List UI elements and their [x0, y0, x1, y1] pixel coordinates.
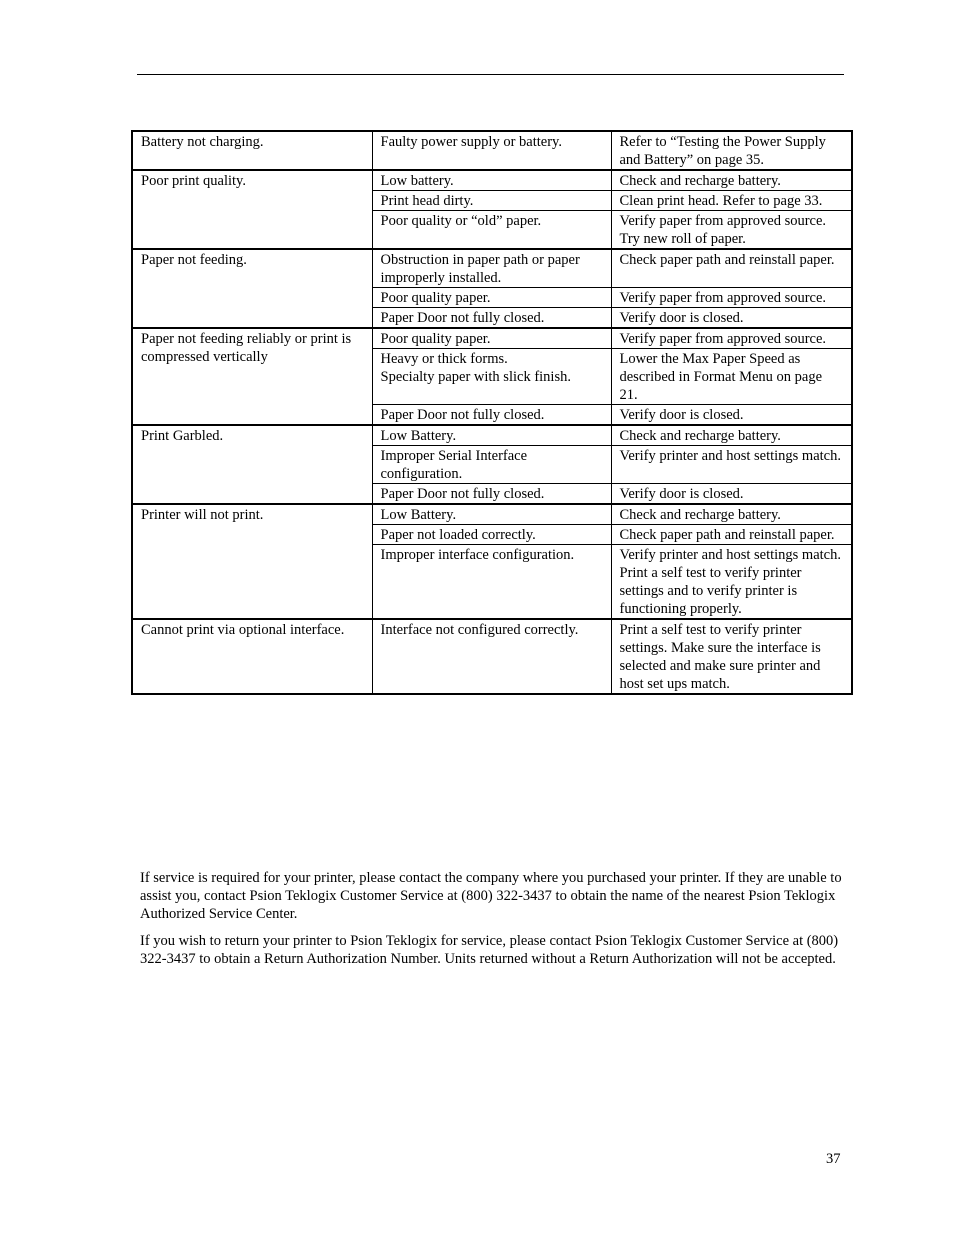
cause-cell: Paper Door not fully closed. [372, 308, 611, 329]
problem-group [132, 170, 852, 249]
problem-group [132, 504, 852, 619]
cause-cell: Print head dirty. [372, 191, 611, 211]
table-row [132, 249, 852, 288]
problem-cell: Paper not feeding. [132, 249, 372, 328]
cause-cell: Heavy or thick forms. Specialty paper with slick finish. [372, 349, 611, 405]
header-rule [137, 74, 844, 75]
problem-group [132, 619, 852, 694]
solution-cell: Verify paper from approved source. [611, 328, 852, 349]
problem-cell: Cannot print via optional interface. [132, 619, 372, 694]
problem-group [132, 328, 852, 425]
cause-cell: Improper interface configuration. [372, 545, 611, 620]
table-row [132, 170, 852, 191]
cause-cell: Low battery. [372, 170, 611, 191]
cause-cell: Poor quality paper. [372, 288, 611, 308]
cause-cell: Paper Door not fully closed. [372, 405, 611, 426]
cause-cell: Low Battery. [372, 425, 611, 446]
solution-cell: Check and recharge battery. [611, 425, 852, 446]
solution-cell: Verify paper from approved source. Try new roll of paper. [611, 211, 852, 250]
cause-cell: Poor quality or “old” paper. [372, 211, 611, 250]
solution-cell: Check paper path and reinstall paper. [611, 249, 852, 288]
problem-cell: Battery not charging. [132, 131, 372, 170]
problem-group [132, 131, 852, 170]
cause-cell: Low Battery. [372, 504, 611, 525]
solution-cell: Check and recharge battery. [611, 170, 852, 191]
service-paragraph-2: If you wish to return your printer to Psion Teklogix for service, please contact Psion Teklogix Customer Service at (800) 322-3437 to obtain a Return Authorization Number. Units returned without a Return Authorization will not be accepted. [140, 933, 839, 967]
cause-cell: Paper not loaded correctly. [372, 525, 611, 545]
problem-cell: Printer will not print. [132, 504, 372, 619]
solution-cell: Verify printer and host settings match. [611, 446, 852, 484]
cause-cell: Faulty power supply or battery. [372, 131, 611, 170]
problem-cell: Poor print quality. [132, 170, 372, 249]
cause-cell: Interface not configured correctly. [372, 619, 611, 694]
solution-cell: Verify printer and host settings match. Print a self test to verify printer settings and to verify printer is functioning properly. [611, 545, 852, 620]
cause-cell: Obstruction in paper path or paper improperly installed. [372, 249, 611, 288]
solution-cell: Verify door is closed. [611, 484, 852, 505]
problem-cell: Paper not feeding reliably or print is compressed vertically [132, 328, 372, 425]
solution-cell: Verify door is closed. [611, 308, 852, 329]
troubleshooting-table [131, 130, 853, 695]
solution-cell: Check and recharge battery. [611, 504, 852, 525]
solution-cell: Print a self test to verify printer settings. Make sure the interface is selected and make sure printer and host set ups match. [611, 619, 852, 694]
table-row [132, 504, 852, 525]
solution-cell: Check paper path and reinstall paper. [611, 525, 852, 545]
table-row [132, 619, 852, 694]
problem-group [132, 425, 852, 504]
cause-cell: Poor quality paper. [372, 328, 611, 349]
cause-cell: Improper Serial Interface configuration. [372, 446, 611, 484]
problem-group [132, 249, 852, 328]
solution-cell: Lower the Max Paper Speed as described in Format Menu on page 21. [611, 349, 852, 405]
table-row [132, 328, 852, 349]
solution-cell: Verify door is closed. [611, 405, 852, 426]
solution-cell: Verify paper from approved source. [611, 288, 852, 308]
cause-cell: Paper Door not fully closed. [372, 484, 611, 505]
solution-cell: Refer to “Testing the Power Supply and Battery” on page 35. [611, 131, 852, 170]
table-row [132, 425, 852, 446]
service-paragraph-1: If service is required for your printer, please contact the company where you purchased your printer. If they are unable to assist you, contact Psion Teklogix Customer Service at (800) 322-3437 to obtain the name of the nearest Psion Teklogix Authorized Service Center. [140, 870, 842, 922]
problem-cell: Print Garbled. [132, 425, 372, 504]
table-row [132, 131, 852, 170]
page-number: 37 [826, 1151, 841, 1167]
solution-cell: Clean print head. Refer to page 33. [611, 191, 852, 211]
